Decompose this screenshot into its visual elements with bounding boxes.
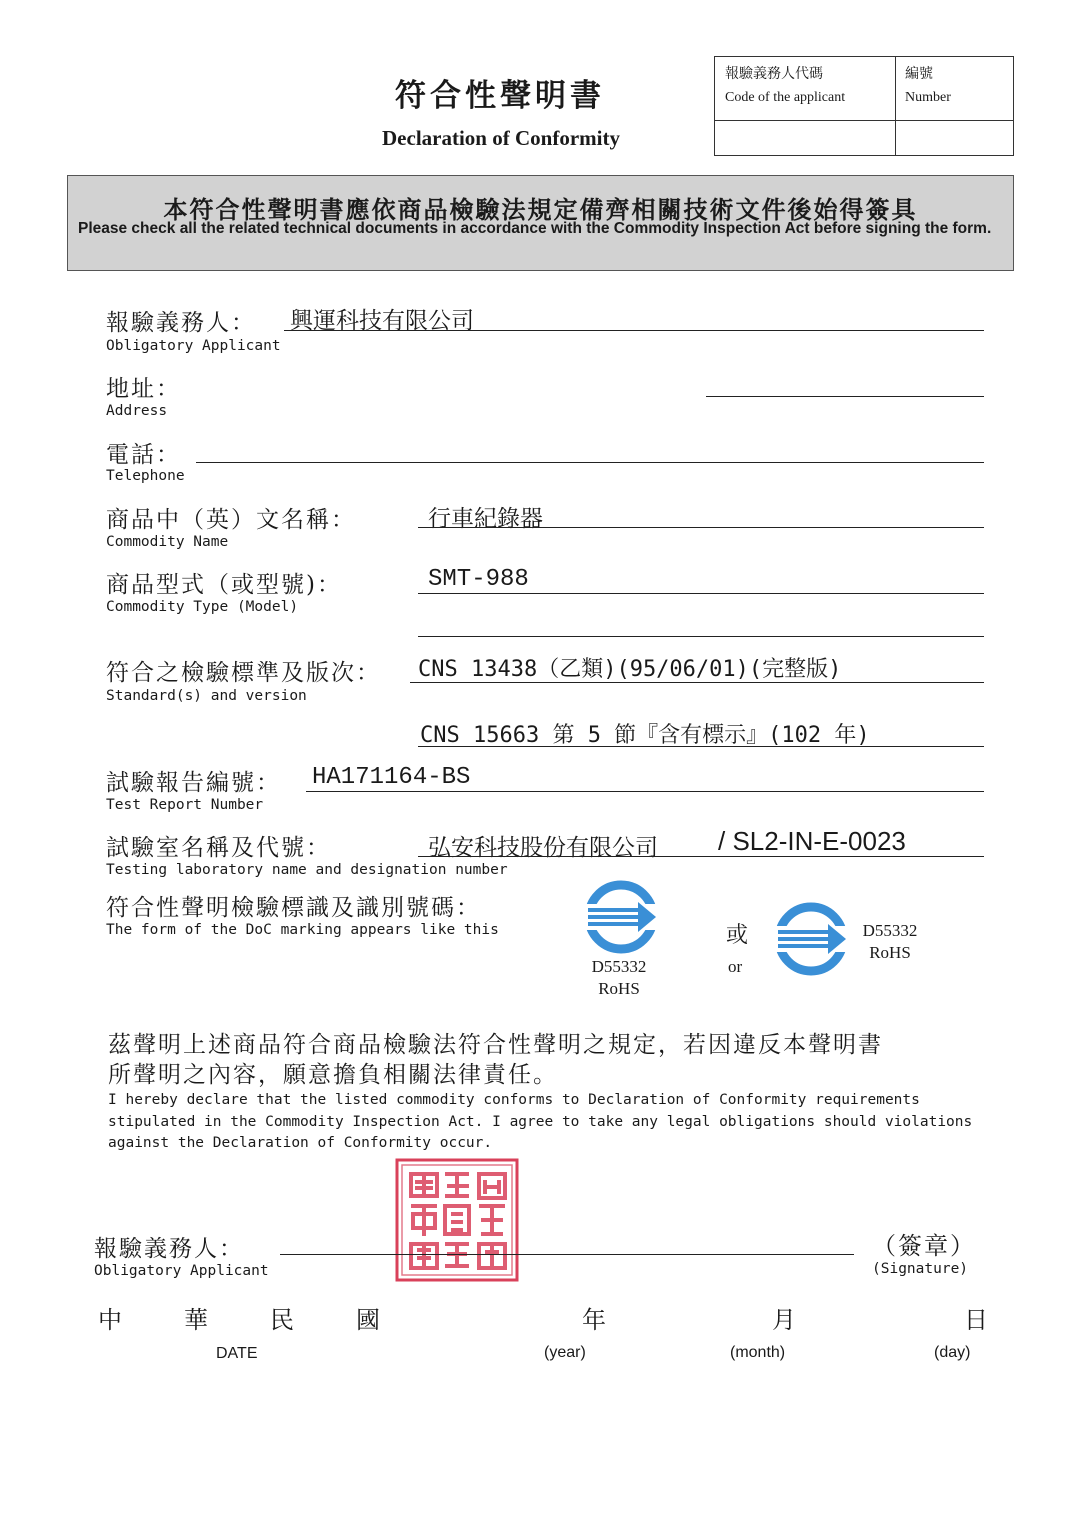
year-label-zh: 年 xyxy=(582,1306,606,1334)
applicant-underline xyxy=(284,330,984,331)
mark1-code: D55332 xyxy=(591,957,647,976)
telephone-label-en: Telephone xyxy=(106,468,185,484)
box-divider xyxy=(715,120,1013,121)
notice-banner xyxy=(67,175,1014,271)
standard-underline-1 xyxy=(410,682,984,683)
telephone-label-zh: 電話： xyxy=(106,442,181,468)
box-divider xyxy=(895,57,896,155)
conformity-mark-icon xyxy=(584,880,658,954)
signature-line xyxy=(280,1254,854,1255)
signature-label-en: Obligatory Applicant xyxy=(94,1263,269,1279)
number-label xyxy=(905,63,951,109)
month-label-zh: 月 xyxy=(772,1306,796,1334)
signature-sign-zh: （簽章） xyxy=(872,1232,976,1260)
mark1-label xyxy=(578,956,660,1000)
mark1-sub: RoHS xyxy=(598,979,640,998)
commodity-type-label-en: Commodity Type (Model) xyxy=(106,599,299,615)
number-label-zh: 編號 xyxy=(905,67,933,82)
commodity-type-value: SMT-988 xyxy=(428,566,529,593)
declaration-en-line: stipulated in the Commodity Inspection Act. I agree to take any legal obligations should violations xyxy=(108,1113,973,1130)
notice-en: Please check all the related technical documents in accordance with the Commodity Inspection Act before signing the form. xyxy=(78,220,992,237)
report-number-label-en: Test Report Number xyxy=(106,797,264,813)
applicant-label-zh: 報驗義務人： xyxy=(106,310,256,336)
signature-sign-en: (Signature) xyxy=(872,1261,969,1277)
or-en: or xyxy=(728,957,743,976)
or-zh: 或 xyxy=(726,923,749,948)
applicant-code-label-zh: 報驗義務人代碼 xyxy=(725,67,823,82)
day-label-zh: 日 xyxy=(964,1306,988,1334)
commodity-type-label-zh: 商品型式（或型號)： xyxy=(106,572,342,598)
mark2-label xyxy=(850,920,930,964)
applicant-code-label xyxy=(725,63,845,109)
month-label-en: (month) xyxy=(730,1344,786,1361)
date-char-hua: 華 xyxy=(184,1306,208,1334)
declaration-zh-line: 茲聲明上述商品符合商品檢驗法符合性聲明之規定，若因違反本聲明書 xyxy=(108,1032,883,1058)
date-char-guo: 國 xyxy=(356,1306,380,1334)
conformity-mark-icon xyxy=(774,902,848,976)
applicant-label-en: Obligatory Applicant xyxy=(106,338,281,354)
standard-value-1: CNS 13438（乙類)(95/06/01)(完整版) xyxy=(418,657,842,682)
date-char-zhong: 中 xyxy=(98,1306,122,1334)
commodity-type-extra-underline xyxy=(418,636,984,637)
company-seal-stamp xyxy=(395,1158,519,1282)
standard-label-en: Standard(s) and version xyxy=(106,688,307,704)
declaration-zh xyxy=(108,1030,1008,1090)
marking-label-en: The form of the DoC marking appears like this xyxy=(106,922,499,938)
standard-underline-2 xyxy=(418,746,984,747)
report-number-underline xyxy=(306,791,984,792)
page-subtitle: Declaration of Conformity xyxy=(382,126,620,150)
declaration-en-line: I hereby declare that the listed commodity conforms to Declaration of Conformity requirements xyxy=(108,1092,920,1108)
laboratory-underline xyxy=(418,856,984,857)
commodity-name-label-zh: 商品中（英）文名稱： xyxy=(106,507,356,533)
day-label-en: (day) xyxy=(934,1344,971,1361)
page-title: 符合性聲明書 xyxy=(395,78,605,114)
address-label-en: Address xyxy=(106,403,168,419)
laboratory-value-name: 弘安科技股份有限公司 xyxy=(428,835,658,861)
laboratory-label-en: Testing laboratory name and designation number xyxy=(106,862,508,878)
mark2-code: D55332 xyxy=(862,921,918,940)
telephone-underline xyxy=(196,462,984,463)
declaration-en xyxy=(108,1090,1008,1155)
laboratory-value-code: / SL2-IN-E-0023 xyxy=(718,826,906,856)
report-number-value: HA171164-BS xyxy=(312,764,471,791)
report-number-label-zh: 試驗報告編號： xyxy=(106,770,281,796)
signature-label-zh: 報驗義務人： xyxy=(94,1236,244,1262)
laboratory-label-zh: 試驗室名稱及代號： xyxy=(106,835,331,861)
number-label-en: Number xyxy=(905,90,951,105)
declaration-en-line: against the Declaration of Conformity occur. xyxy=(108,1135,493,1151)
date-label-en: DATE xyxy=(216,1345,258,1362)
commodity-name-value: 行車紀錄器 xyxy=(428,506,543,532)
standard-label-zh: 符合之檢驗標準及版次： xyxy=(106,660,381,686)
commodity-name-label-en: Commodity Name xyxy=(106,534,229,550)
notice-zh: 本符合性聲明書應依商品檢驗法規定備齊相關技術文件後始得簽具 xyxy=(163,195,918,224)
applicant-value: 興運科技有限公司 xyxy=(290,308,474,334)
mark2-sub: RoHS xyxy=(869,943,911,962)
commodity-name-underline xyxy=(418,527,984,528)
applicant-code-label-en: Code of the applicant xyxy=(725,90,846,105)
commodity-type-underline xyxy=(418,593,984,594)
marking-label-zh: 符合性聲明檢驗標識及識別號碼： xyxy=(106,895,481,921)
address-underline xyxy=(706,396,984,397)
address-label-zh: 地址： xyxy=(106,376,181,402)
date-char-min: 民 xyxy=(270,1306,294,1334)
year-label-en: (year) xyxy=(544,1344,586,1361)
applicant-code-box xyxy=(714,56,1014,156)
declaration-zh-line: 所聲明之內容，願意擔負相關法律責任。 xyxy=(108,1062,558,1088)
standard-value-2: CNS 15663 第 5 節『含有標示』(102 年) xyxy=(420,723,870,748)
